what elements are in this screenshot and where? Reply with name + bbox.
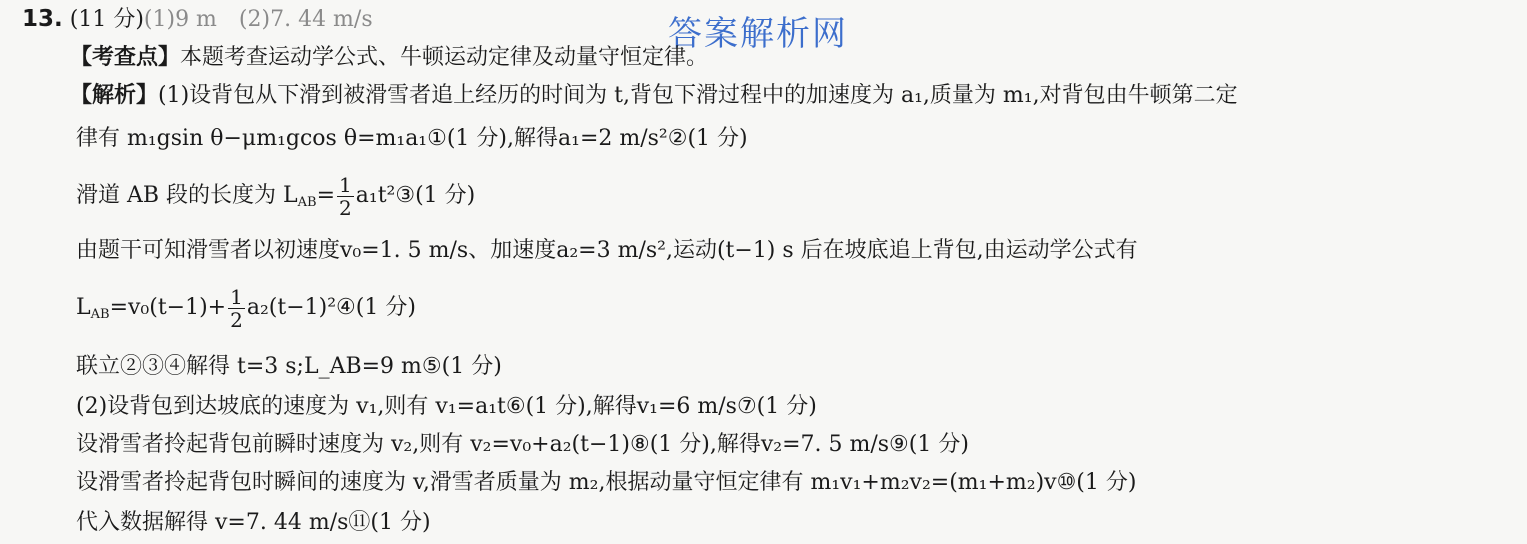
jiexi-line-4: 由题干可知滑雪者以初速度v₀=1. 5 m/s、加速度a₂=3 m/s²,运动(t−1) s 后在坡底追上背包,由运动学公式有 [76, 238, 1138, 263]
jiexi-line-9: 设滑雪者拎起背包时瞬间的速度为 v,滑雪者质量为 m₂,根据动量守恒定律有 m₁v₁+m₂v₂=(m₁+m₂)v⑩(1 分) [76, 470, 1137, 495]
fraction-denominator: 2 [230, 307, 243, 332]
kaochadian-text: 本题考查运动学公式、牛顿运动定律及动量守恒定律。 [180, 45, 709, 70]
fraction-half [228, 286, 245, 331]
lab-subscript: AB [90, 307, 110, 322]
fraction-half [337, 174, 354, 219]
question-score: (11 分) [69, 7, 144, 32]
fraction-numerator: 1 [339, 172, 352, 197]
kaochadian-label: 【考查点】 [70, 44, 181, 70]
length-subscript: AB [297, 195, 317, 210]
displacement-formula-rest: a₂(t−1)²④(1 分) [246, 295, 416, 320]
jiexi-line-8: 设滑雪者拎起背包前瞬时速度为 v₂,则有 v₂=v₀+a₂(t−1)⑧(1 分),解得v₂=7. 5 m/s⑨(1 分) [76, 432, 969, 457]
jiexi-line-5 [76, 284, 416, 339]
jiexi-label: 【解析】 [70, 82, 159, 108]
jiexi-text-1: (1)设背包从下滑到被滑雪者追上经历的时间为 t,背包下滑过程中的加速度为 a₁,质量为 m₁,对背包由牛顿第二定 [158, 83, 1238, 108]
jiexi-line-2: 律有 m₁gsin θ−μm₁gcos θ=m₁a₁①(1 分),解得a₁=2 m/s²②(1 分) [76, 126, 748, 151]
kaochadian-line [70, 42, 708, 73]
jiexi-line-10: 代入数据解得 v=7. 44 m/s⑪(1 分) [76, 510, 431, 535]
question-number: 13. [22, 6, 63, 32]
displacement-formula: =v₀(t−1)+ [109, 295, 227, 320]
jiexi-line-6: 联立②③④解得 t=3 s;L_AB=9 m⑤(1 分) [76, 354, 502, 379]
answer-summary: (1)9 m (2)7. 44 m/s [143, 7, 373, 32]
length-formula-rest: a₁t²③(1 分) [355, 183, 476, 208]
fraction-numerator: 1 [230, 284, 243, 309]
equals-sign: = [316, 183, 336, 208]
jiexi-line-7: (2)设背包到达坡底的速度为 v₁,则有 v₁=a₁t⑥(1 分),解得v₁=6 m/s⑦(1 分) [76, 394, 817, 419]
lab-symbol: L [76, 295, 91, 320]
question-header [22, 4, 373, 35]
length-text: 滑道 AB 段的长度为 L [76, 183, 298, 208]
jiexi-line-3 [76, 172, 475, 227]
jiexi-line-1 [70, 80, 1238, 111]
watermark: 答案解析网 [668, 14, 848, 54]
fraction-denominator: 2 [339, 195, 352, 220]
